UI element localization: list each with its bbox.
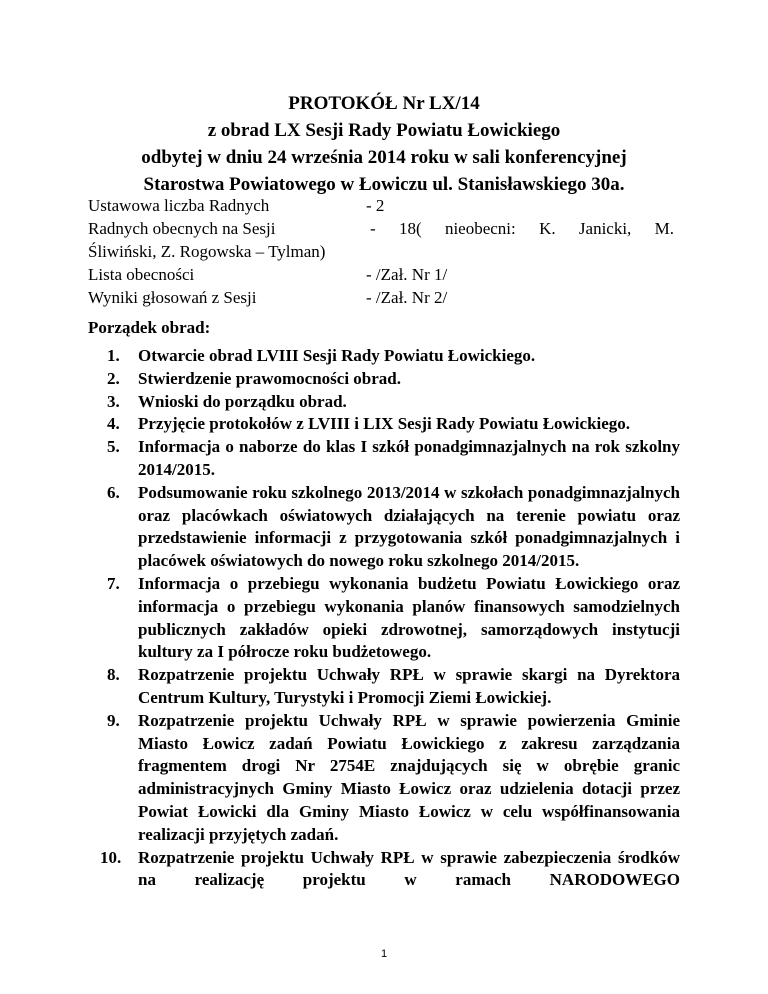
title-line-2: z obrad LX Sesji Rady Powiatu Łowickiego	[207, 120, 561, 141]
agenda-item-number: 9.	[107, 710, 120, 730]
agenda-list	[88, 345, 680, 892]
lista-value: - /Zał. Nr 1/	[366, 265, 448, 284]
agenda-item	[88, 710, 680, 847]
agenda-item-number: 8.	[107, 665, 120, 685]
agenda-item-text: Rozpatrzenie projektu Uchwały RPŁ w sprawie skargi na Dyrektora Centrum Kultury, Turystyki i Promocji Ziemi Łowickiej.	[138, 665, 680, 707]
agenda-item	[88, 345, 680, 368]
agenda-item	[88, 391, 680, 414]
agenda-item-text: Otwarcie obrad LVIII Sesji Rady Powiatu Łowickiego.	[138, 346, 536, 365]
wyniki-value: - /Zał. Nr 2/	[366, 288, 448, 307]
ustawowa-label: Ustawowa liczba Radnych	[88, 196, 270, 215]
agenda-item-number: 2.	[107, 368, 120, 388]
agenda-item-number: 4.	[107, 414, 120, 434]
agenda-item-number: 5.	[107, 437, 120, 457]
agenda-item-text: Rozpatrzenie projektu Uchwały RPŁ w sprawie powierzenia Gminie Miasto Łowicz zadań Powiatu Łowickiego z zakresu zarządzania fragmentem drogi Nr 2754E znajdujących się w obrębie granic administracyjnych Gminy Miasto Łowicz oraz udzielenia dotacji przez Powiat Łowicki dla Gminy Miasto Łowicz w celu współfinansowania realizacji przyjętych zadań.	[138, 710, 680, 844]
agenda-heading: Porządek obrad:	[88, 318, 211, 337]
agenda-item-text: Przyjęcie protokołów z LVIII i LIX Sesji Rady Powiatu Łowickiego.	[138, 414, 631, 434]
agenda-item-number: 3.	[107, 391, 120, 411]
agenda-item	[88, 368, 680, 391]
agenda-item-text: Stwierdzenie prawomocności obrad.	[138, 368, 402, 388]
title-line-1: PROTOKÓŁ Nr LX/14	[288, 93, 480, 114]
agenda-item	[88, 413, 680, 436]
agenda-item-number: 10.	[100, 847, 122, 867]
agenda-item-number: 1.	[107, 346, 120, 365]
wyniki-label: Wyniki głosowań z Sesji	[88, 288, 257, 307]
agenda-item-text: Wnioski do porządku obrad.	[138, 391, 347, 411]
agenda-item	[88, 482, 680, 573]
obecni-value: - 18( nieobecni: K. Janicki, M.	[370, 219, 674, 238]
title-line-3: odbytej w dniu 24 września 2014 roku w sali konferencyjnej	[141, 147, 627, 168]
agenda-item-text: Informacja o naborze do klas I szkół ponadgimnazjalnych na rok szkolny 2014/2015.	[138, 437, 680, 479]
agenda-item-text: Rozpatrzenie projektu Uchwały RPŁ w sprawie zabezpieczenia środków na realizację projektu w ramach NARODOWEGO	[138, 847, 680, 890]
agenda-item-number: 7.	[107, 573, 120, 593]
agenda-item-text: Informacja o przebiegu wykonania budżetu Powiatu Łowickiego oraz informacja o przebiegu wykonania planów finansowych samodzielnych publicznych zakładów opieki zdrowotnej, samorządowych instytucji kultury za I półrocze roku budżetowego.	[138, 573, 680, 662]
agenda-item	[88, 573, 680, 664]
obecni-label: Radnych obecnych na Sesji	[88, 219, 276, 238]
protocol-title	[0, 90, 768, 198]
obecni-continuation: Śliwiński, Z. Rogowska – Tylman)	[88, 242, 326, 261]
title-line-4: Starostwa Powiatowego w Łowiczu ul. Stanisławskiego 30a.	[143, 174, 625, 195]
lista-label: Lista obecności	[88, 265, 195, 284]
page-number: 1	[380, 948, 388, 960]
agenda-item	[88, 664, 680, 710]
ustawowa-value: - 2	[366, 196, 385, 215]
agenda-item	[88, 436, 680, 482]
agenda-item-text: Podsumowanie roku szkolnego 2013/2014 w szkołach ponadgimnazjalnych oraz placówkach oświatowych działających na terenie powiatu oraz przedstawienie informacji z przygotowania szkół ponadgimnazjalnych i placówek oświatowych do nowego roku szkolnego 2014/2015.	[138, 482, 680, 571]
agenda-item	[88, 847, 680, 893]
agenda-item-number: 6.	[107, 482, 120, 502]
